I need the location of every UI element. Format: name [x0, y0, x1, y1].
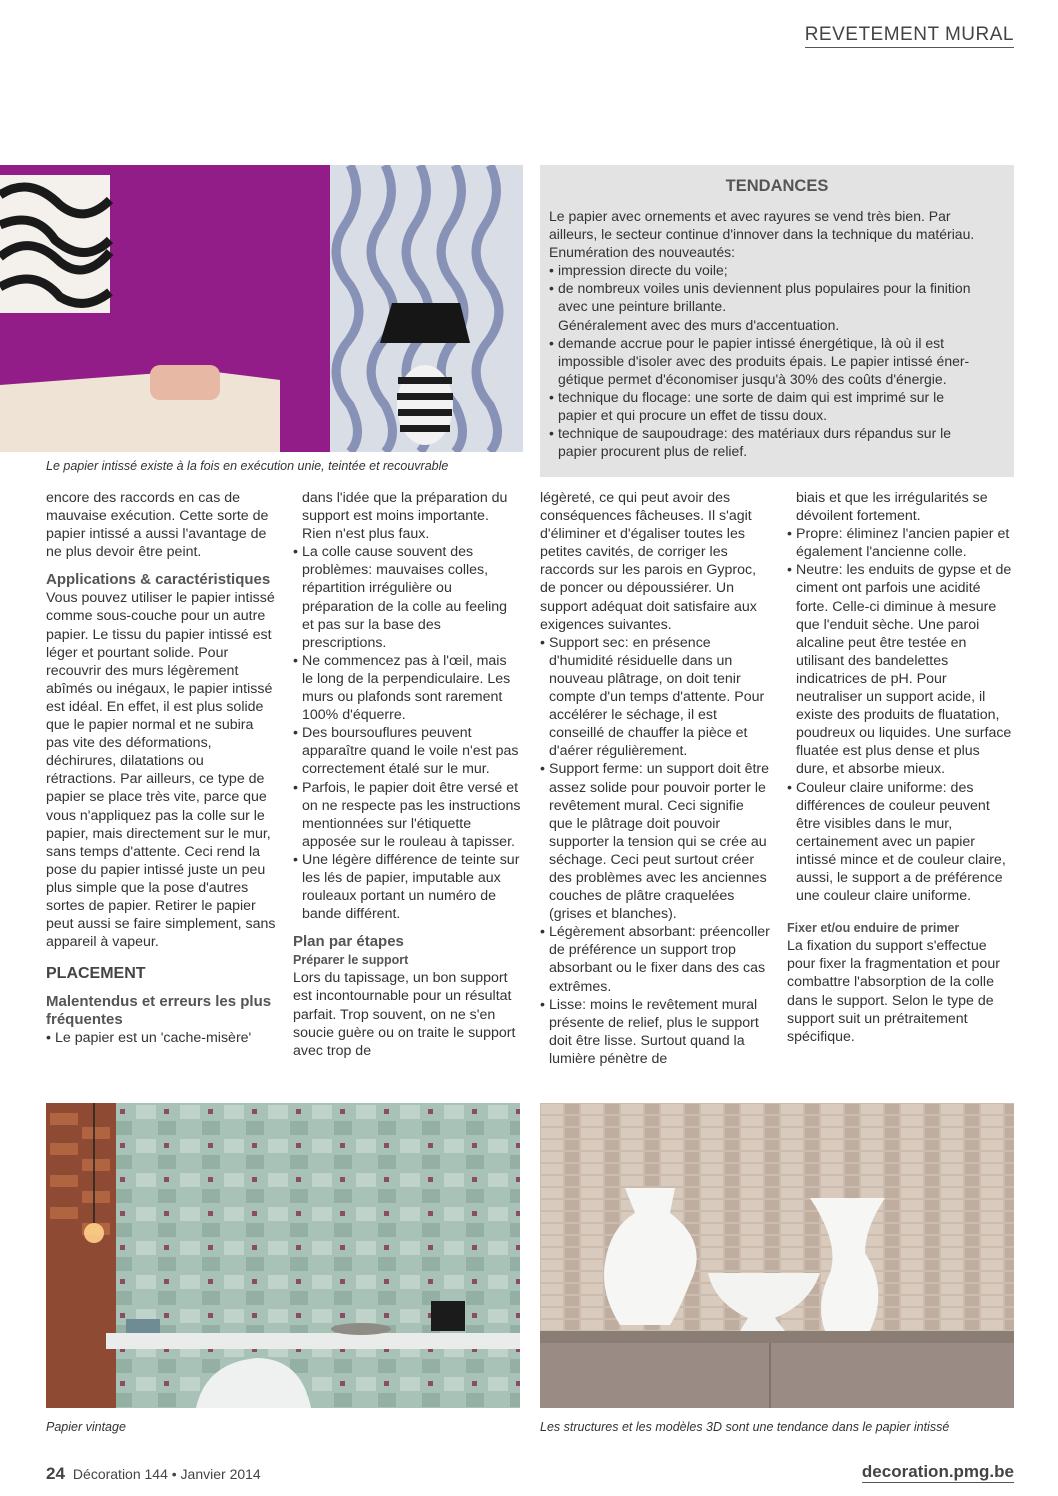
photo-purple-room — [0, 165, 523, 452]
bullet-item — [787, 561, 1015, 778]
bullet-icon: • — [293, 725, 298, 742]
paragraph: légèreté, ce qui peut avoir des conséquences fâcheuses. Il s'agit d'éliminer et d'égaliser toutes les petites cavités, de corriger les raccords sur les parois en Gyproc, de poncer ou dépoussiérer. Un support adéquat doit satisfaire aux exigences suivantes. — [540, 490, 757, 633]
sidebar-line: papier et qui procure un effet de tissu doux. — [558, 407, 828, 424]
sidebar-bullet — [549, 388, 1004, 406]
issue-label: Décoration 144 • Janvier 2014 — [72, 1466, 261, 1482]
bullet-text: Le papier est un 'cache-misère' — [55, 1030, 252, 1047]
sidebar-line: papier procurent plus de relief. — [558, 443, 748, 460]
sidebar-title: TENDANCES — [725, 177, 829, 195]
bullet-item — [293, 724, 521, 778]
bullet-item — [293, 543, 521, 652]
bullet-text: Lisse: moins le revêtement mural présente de relief, plus le support doit être lisse. Surtout quand la lumière pénètre de — [549, 996, 759, 1067]
sidebar-bullet-text: de nombreux voiles unis deviennent plus populaires pour la finition — [558, 280, 971, 297]
bullet-item — [787, 779, 1015, 906]
sidebar-tendances — [540, 165, 1014, 477]
bullet-text: Parfois, le papier doit être versé et on ne respecte pas les instructions mentionnées sur l'étiquette apposée sur le rouleau à tapisser. — [302, 779, 521, 850]
bullet-text: Ne commencez pas à l'œil, mais le long de la perpendiculaire. Les murs ou plafonds sont rarement 100% d'équerre. — [302, 652, 511, 724]
subheading: Malentendus et erreurs les plus fréquentes — [46, 993, 272, 1029]
section-header: REVETEMENT MURAL — [805, 24, 1014, 48]
bullet-icon: • — [293, 851, 298, 868]
bullet-item — [540, 634, 770, 761]
bullet-icon: • — [787, 562, 792, 579]
sidebar-line: gétique permet d'économiser jusqu'à 30% des coûts d'énergie. — [558, 370, 947, 387]
sidebar-line: Le papier avec ornements et avec rayures se vend très bien. Par — [549, 208, 951, 224]
sidebar-line: ailleurs, le secteur continue d'innover dans la technique du matériau. — [549, 226, 975, 243]
paragraph: biais et que les irrégularités se dévoilent fortement. — [796, 490, 988, 525]
bullet-item — [787, 525, 1015, 561]
page-number: 24 — [46, 1464, 65, 1483]
sidebar-body — [549, 207, 1004, 460]
bullet-icon: • — [549, 334, 554, 351]
bullet-icon: • — [540, 761, 545, 778]
bullet-text: Légèrement absorbant: préencoller de préférence un support trop absorbant ou le fixer dans des cas extrêmes. — [549, 924, 770, 995]
footer-website-link[interactable]: decoration.pmg.be — [861, 1462, 1014, 1481]
bullet-icon: • — [549, 388, 554, 405]
paragraph: dans l'idée que la préparation du support est moins importante. Rien n'est plus faux. — [302, 490, 508, 543]
sidebar-bullet — [549, 424, 1004, 442]
sidebar-bullet — [549, 261, 1004, 279]
bullet-icon: • — [540, 924, 545, 941]
minor-heading: Préparer le support — [293, 953, 409, 968]
bullet-icon: • — [549, 280, 554, 297]
bullet-item — [540, 923, 770, 995]
sidebar-bullet-text: demande accrue pour le papier intissé énergétique, là où il est — [558, 334, 945, 351]
photo-vintage-wallpaper — [46, 1103, 520, 1408]
bullet-item — [293, 779, 521, 851]
footer-issue-info — [46, 1464, 261, 1484]
bullet-icon: • — [540, 996, 545, 1013]
section-heading: PLACEMENT — [46, 965, 146, 983]
bullet-text: Neutre: les enduits de gypse et de ciment ont parfois une acidité forte. Celle-ci diminue à mesure que l'enduit sèche. Une paroi alcaline peut être testée en utilisant des bandelettes indicatrices de pH. Pour neutraliser un support acide, il existe des produits de fluatation, poudreux ou liquides. Une surface fluatée est plus dense et plus dure, et absorbe mieux. — [796, 562, 1012, 778]
subheading: Plan par étapes — [293, 933, 404, 951]
sidebar-bullet — [549, 279, 1004, 297]
article-column-2 — [293, 489, 521, 1060]
bullet-icon: • — [540, 634, 545, 651]
bullet-icon: • — [787, 526, 792, 543]
article-column-1 — [46, 489, 276, 1047]
photo-3d-vases — [540, 1103, 1014, 1408]
bullet-text: La colle cause souvent des problèmes: mauvaises colles, répartition irrégulière ou préparation de la colle au feeling et pas sur la base des prescriptions. — [302, 544, 508, 651]
paragraph: Lors du tapissage, un bon support est incontournable pour un résultat parfait. Trop souvent, on ne s'en soucie guère ou on traite le support avec trop de — [293, 970, 516, 1059]
bullet-icon: • — [293, 779, 298, 796]
bullet-item — [540, 760, 770, 923]
article-column-4 — [787, 489, 1015, 1046]
bullet-item — [293, 652, 521, 724]
minor-heading: Fixer et/ou enduire de primer — [787, 921, 960, 936]
bullet-text: Une légère différence de teinte sur les lés de papier, imputable aux rouleaux portant un numéro de bande différent. — [302, 851, 520, 923]
bullet-item — [540, 996, 770, 1068]
bullet-icon: • — [549, 262, 554, 279]
bullet-item — [293, 851, 521, 923]
subheading: Applications & caractéristiques — [46, 571, 271, 589]
bullet-text: Support sec: en présence d'humidité résiduelle dans un nouveau plâtrage, on doit tenir compte d'un temps d'attente. Pour accélérer le séchage, il est conseillé de chauffer la pièce et d'aérer régulièrement. — [549, 634, 765, 760]
bullet-text: Support ferme: un support doit être assez solide pour pouvoir porter le revêtement mural. Ceci signifie que le plâtrage doit pouvoir supporter la tension qui se crée au séchage. Ceci peut surtout créer des problèmes avec les anciennes couches de plâtre craquelées (grises et blanches). — [549, 761, 770, 923]
paragraph: La fixation du support s'effectue pour fixer la fragmentation et pour combattre l'absorption de la colle dans le support. Selon le type de support suit un prétraitement spécifique. — [787, 938, 1000, 1045]
sidebar-line: Enumération des nouveautés: — [549, 244, 736, 261]
caption-top-photo: Le papier intissé existe à la fois en exécution unie, teintée et recouvrable — [46, 459, 449, 473]
caption-left-photo: Papier vintage — [46, 1420, 126, 1434]
sidebar-bullet-text: impression directe du voile; — [558, 262, 728, 279]
caption-right-photo: Les structures et les modèles 3D sont une tendance dans le papier intissé — [540, 1420, 950, 1434]
paragraph: encore des raccords en cas de mauvaise exécution. Cette sorte de papier intissé a aussi l'avantage de ne plus devoir être peint. — [46, 490, 269, 561]
bullet-text: Couleur claire uniforme: des différences de couleur peuvent être visibles dans le mur, certainement avec un papier intissé mince et de couleur claire, aussi, le support a de préférence une couleur claire uniforme. — [796, 779, 1006, 905]
bullet-text: Des boursouflures peuvent apparaître quand le voile n'est pas correctement étalé sur le mur. — [302, 725, 519, 778]
paragraph: Vous pouvez utiliser le papier intissé comme sous-couche pour un autre papier. Le tissu du papier intissé est léger et pourtant solide. Pour recouvrir des murs légèrement abîmés ou inégaux, le papier intissé est idéal. En effet, il est plus solide que le papier normal et ne subira pas vite des déformations, déchirures, dilatations ou rétractions. Par ailleurs, ce type de papier se place très vite, parce que vous n'appliquez pas la colle sur le papier, mais directement sur le mur, sans temps d'attente. Ceci rend la pose du papier intissé juste un peu plus simple que la pose d'autres sortes de papier. Retirer le papier peut aussi se faire simplement, sans appareil à vapeur. — [46, 590, 276, 951]
bullet-icon: • — [549, 425, 554, 442]
bullet-icon: • — [787, 779, 792, 796]
bullet-text: Propre: éliminez l'ancien papier et également l'ancienne colle. — [796, 526, 1010, 561]
sidebar-line: impossible d'isoler avec des produits épais. Le papier intissé éner- — [558, 352, 970, 369]
sidebar-bullet-text: technique de saupoudrage: des matériaux durs répandus sur le — [558, 425, 952, 442]
bullet-item — [46, 1029, 276, 1047]
bullet-icon: • — [293, 652, 298, 669]
sidebar-line: Généralement avec des murs d'accentuation. — [558, 316, 840, 333]
bullet-icon: • — [46, 1030, 51, 1047]
sidebar-bullet — [549, 334, 1004, 352]
sidebar-line: avec une peinture brillante. — [558, 298, 727, 315]
article-column-3 — [540, 489, 770, 1068]
sidebar-bullet-text: technique du flocage: une sorte de daim qui est imprimé sur le — [558, 388, 944, 405]
bullet-icon: • — [293, 544, 298, 561]
